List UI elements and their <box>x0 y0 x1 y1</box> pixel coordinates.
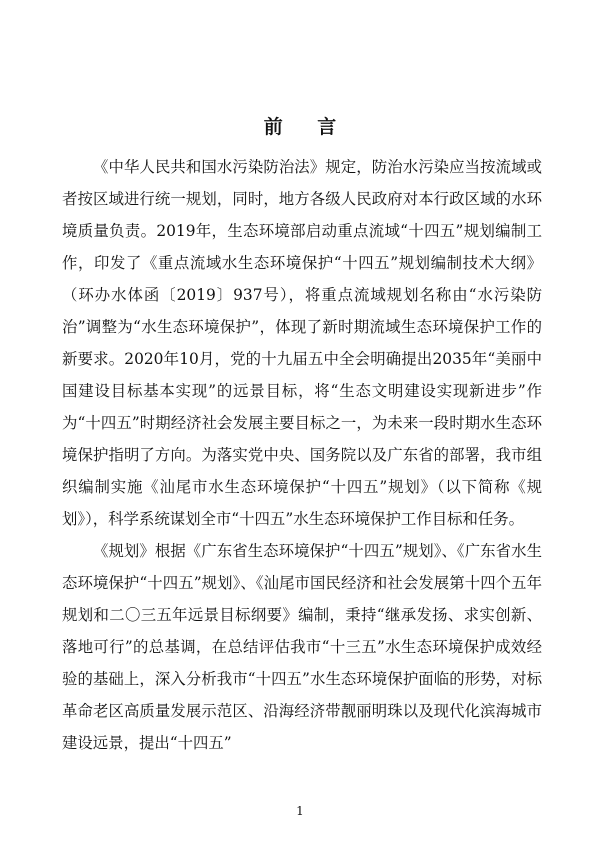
paragraph: 《中华人民共和国水污染防治法》规定，防治水污染应当按流域或者按区域进行统一规划，同时，地方各级人民政府对本行政区域的水环境质量负责。2019年，生态环境部启动重点流域“十四五”规划编制工作，印发了《重点流域水生态环境保护“十四五”规划编制技术大纲》（环办水体函〔2019〕937号），将重点流域规划名称由“水污染防治”调整为“水生态环境保护”，体现了新时期流域生态环境保护工作的新要求。2020年10月，党的十九届五中全会明确提出2035年“美丽中国建设目标基本实现”的远景目标，将“生态文明建设实现新进步”作为“十四五”时期经济社会发展主要目标之一，为未来一段时期水生态环境保护指明了方向。为落实党中央、国务院以及广东省的部署，我市组织编制实施《汕尾市水生态环境保护“十四五”规划》（以下简称《规划》），科学系统谋划全市“十四五”水生态环境保护工作目标和任务。 <box>62 158 542 528</box>
page-title: 前 言 <box>263 116 351 138</box>
paragraph: 《规划》根据《广东省生态环境保护“十四五”规划》、《广东省水生态环境保护“十四五”规划》、《汕尾市国民经济和社会发展第十四个五年规划和二〇三五年远景目标纲要》编制，秉持“继承发扬、求实创新、落地可行”的总基调，在总结评估我市“十三五”水生态环境保护成效经验的基础上，深入分析我市“十四五”水生态环境保护面临的形势，对标革命老区高质量发展示范区、沿海经济带靓丽明珠以及现代化滨海城市建设远景，提出“十四五” <box>62 542 542 752</box>
document-body <box>62 151 542 759</box>
page-number: 1 <box>296 804 304 818</box>
